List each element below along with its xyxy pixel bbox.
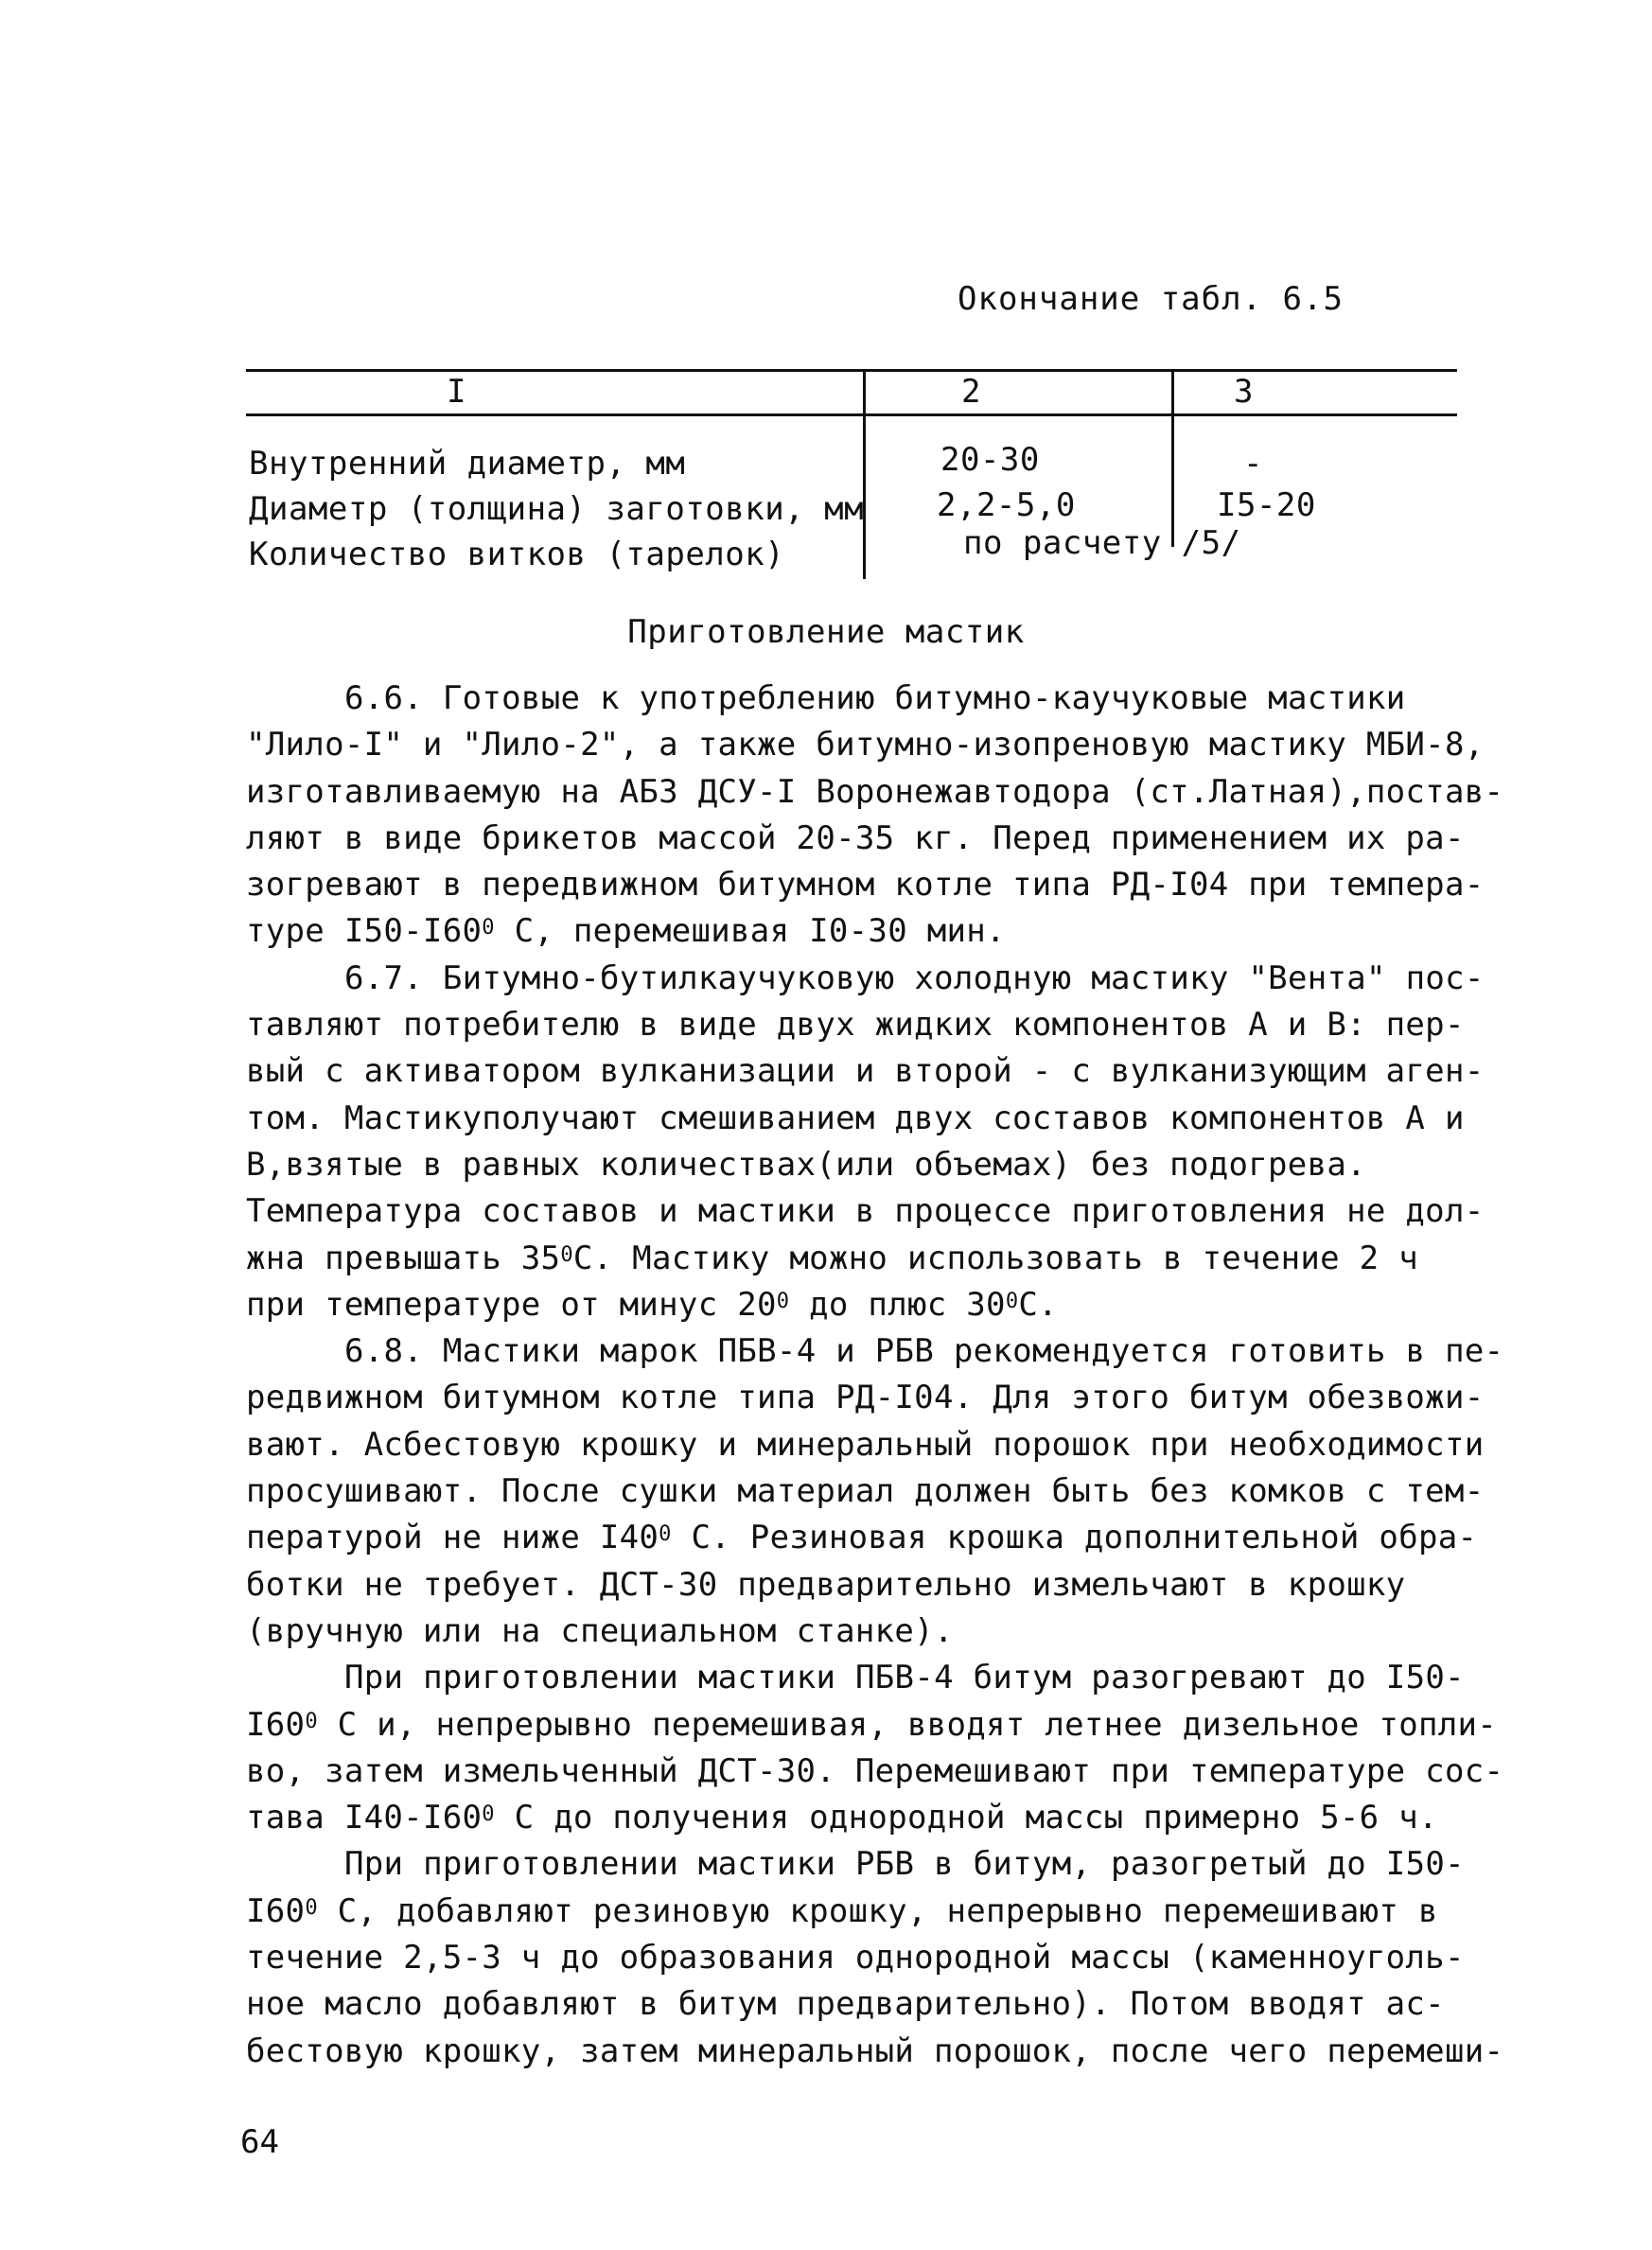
text-line: $I60^0$ С и, непрерывно перемешивая, вводят летнее дизельное топли-: [246, 1705, 1498, 1744]
table-cell-value: -: [1243, 445, 1263, 483]
table-header-1: I: [447, 373, 466, 411]
text-line: во, затем измельченный ДСТ-30. Перемешивают при температуре сос-: [246, 1751, 1504, 1790]
text-line: (вручную или на специальном станке).: [246, 1611, 954, 1650]
text-line: пературой не ниже $I40^0$ С. Резиновая крошка дополнительной обра-: [246, 1519, 1478, 1557]
table-caption: Окончание табл. 6.5: [958, 280, 1344, 318]
text-line: просушивают. После сушки материал должен быть без комков с тем-: [246, 1472, 1485, 1511]
text-line: ботки не требует. ДСТ-30 предварительно измельчают в крошку: [246, 1565, 1406, 1604]
page-number: 64: [240, 2123, 279, 2161]
section-title: Приготовление мастик: [627, 613, 1025, 651]
text-line: ное масло добавляют в битум предварительно). Потом вводят ас-: [246, 1985, 1445, 2024]
text-line: жна превышать $35^0С$. Мастику можно использовать в течение 2 ч: [246, 1239, 1418, 1277]
table-cell-merged: по расчету /5/: [963, 524, 1241, 562]
text-line: тавляют потребителю в виде двух жидких компонентов А и В: пер-: [246, 1006, 1465, 1045]
text-line: вый с активатором вулканизации и второй - с вулканизующим аген-: [246, 1052, 1485, 1091]
table-cell-value: I5-20: [1217, 486, 1316, 524]
text-line: тава $I40-I60^0$ С до получения однородной массы примерно 5-6 ч.: [246, 1799, 1438, 1837]
body-text: [246, 676, 1504, 2075]
table-cell-value: 20-30: [940, 441, 1040, 479]
text-line: 6.8. Мастики марок ПБВ-4 и РБВ рекомендуется готовить в пе-: [344, 1332, 1504, 1371]
text-line: При приготовлении мастики РБВ в битум, разогретый до I50-: [344, 1845, 1465, 1884]
text-line: 6.7. Битумно-бутилкаучуковую холодную мастику "Вента" пос-: [344, 958, 1485, 997]
text-line: $I60^0$ С, добавляют резиновую крошку, непрерывно перемешивают в: [246, 1891, 1438, 1930]
text-line: при температуре от минус $20^0$ до плюс $30^0С$.: [246, 1285, 1058, 1324]
table-col-divider-2: [1171, 369, 1174, 547]
text-line: В,взятые в равных количествах(или объемах) без подогрева.: [246, 1145, 1366, 1184]
text-line: том. Мастикуполучают смешиванием двух составов компонентов А и: [246, 1099, 1465, 1137]
text-line: течение 2,5-3 ч до образования однородной массы (каменноуголь-: [246, 1939, 1465, 1978]
table-cell-param: Диаметр (толщина) заготовки, мм: [249, 490, 865, 528]
text-line: туре $I50-I60^0$ С, перемешивая I0-30 мин.: [246, 912, 1006, 951]
text-line: зогревают в передвижном битумном котле типа РД-I04 при темпера-: [246, 866, 1485, 905]
data-table: [246, 369, 1457, 579]
text-line: Температура составов и мастики в процессе приготовления не дол-: [246, 1192, 1485, 1231]
table-header-2: 2: [961, 373, 981, 411]
text-line: вают. Асбестовую крошку и минеральный порошок при необходимости: [246, 1425, 1485, 1464]
table-cell-param: Внутренний диаметр, мм: [249, 445, 686, 483]
table-header-border: [246, 413, 1457, 416]
text-line: бестовую крошку, затем минеральный порошок, после чего перемеши-: [246, 2031, 1504, 2070]
text-line: "Лило-I" и "Лило-2", а также битумно-изопреновую мастику МБИ-8,: [246, 726, 1485, 765]
text-line: изготавливаемую на АБЗ ДСУ-I Воронежавтодора (ст.Латная),постав-: [246, 772, 1504, 811]
text-line: 6.6. Готовые к употреблению битумно-каучуковые мастики: [344, 679, 1406, 717]
text-line: редвижном битумном котле типа РД-I04. Для этого битум обезвожи-: [246, 1379, 1485, 1417]
table-top-border: [246, 369, 1457, 372]
text-line: При приготовлении мастики ПБВ-4 битум разогревают до I50-: [344, 1659, 1465, 1697]
table-col-divider-1: [863, 369, 866, 579]
table-header-3: 3: [1234, 373, 1254, 411]
table-cell-param: Количество витков (тарелок): [249, 536, 785, 573]
table-cell-value: 2,2-5,0: [937, 486, 1076, 524]
text-line: ляют в виде брикетов массой 20-35 кг. Перед применением их ра-: [246, 818, 1465, 857]
